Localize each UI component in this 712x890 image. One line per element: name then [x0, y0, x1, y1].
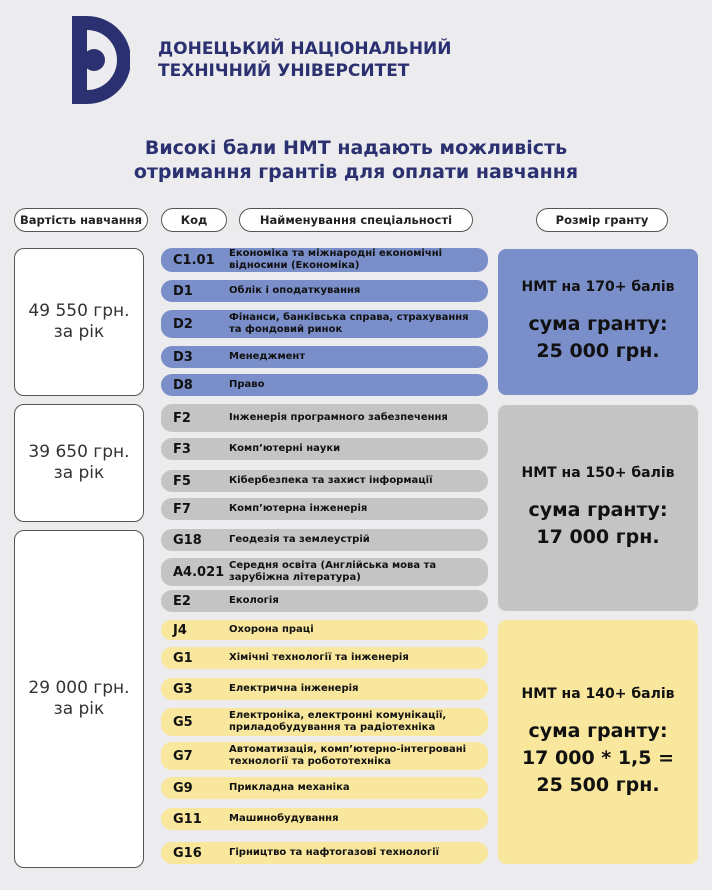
specialty-name: Екологія: [229, 595, 279, 606]
specialty-code: G7: [173, 748, 193, 764]
specialty-name: Машинобудування: [229, 813, 339, 824]
specialty-code: A4.021: [173, 564, 225, 580]
grant-box-group-2: [498, 405, 698, 611]
cost-period: за рік: [53, 463, 105, 483]
specialty-name: Геодезія та землеустрій: [229, 534, 370, 545]
column-header-grant: Розмір гранту: [536, 208, 668, 232]
specialty-name: Прикладна механіка: [229, 782, 350, 793]
specialty-code: D1: [173, 283, 193, 299]
specialty-name: Економіка та міжнародні економічні відносини (Економіка): [229, 248, 443, 271]
specialty-name: Комп’ютерна інженерія: [229, 503, 368, 514]
specialty-row: [161, 647, 488, 669]
specialty-code: G18: [173, 532, 202, 548]
specialty-row: [161, 558, 488, 586]
column-header-cost: Вартість навчання: [14, 208, 148, 232]
specialty-row: [161, 590, 488, 612]
grant-amount-label: сума гранту:: [528, 719, 668, 742]
specialty-name: Хімічні технології та інженерія: [229, 652, 409, 663]
specialty-code: G9: [173, 780, 193, 796]
grant-box-group-3: [498, 620, 698, 864]
specialty-code: D3: [173, 349, 193, 365]
specialty-row: [161, 438, 488, 460]
grant-amount-label: сума гранту:: [528, 313, 668, 335]
specialty-row: [161, 708, 488, 736]
specialty-code: D8: [173, 377, 193, 393]
headline-line1: Високі бали НМТ надають можливість: [144, 137, 568, 159]
specialty-name: Облік і оподаткування: [229, 285, 361, 296]
cost-box-group-3: [14, 530, 144, 868]
specialty-name: Середня освіта (Англійська мова та зарубіжна література): [229, 560, 437, 583]
specialty-row: [161, 742, 488, 770]
cost-amount: 29 000 грн.: [28, 678, 130, 698]
specialty-name: Кібербезпека та захист інформації: [229, 475, 433, 486]
grant-amount: 25 000 грн.: [536, 340, 660, 362]
page-headline: [40, 136, 672, 184]
specialty-row: [161, 529, 488, 551]
grant-box-group-1: [498, 249, 698, 395]
specialty-code: F7: [173, 501, 191, 517]
university-name-line1: ДОНЕЦЬКИЙ НАЦІОНАЛЬНИЙ: [158, 39, 452, 59]
specialty-code: G1: [173, 650, 193, 666]
specialty-row: [161, 620, 488, 640]
specialty-row: [161, 498, 488, 520]
specialty-code: G16: [173, 845, 202, 861]
specialty-row: [161, 404, 488, 432]
specialty-row: [161, 470, 488, 492]
cost-box-group-1: [14, 248, 144, 396]
specialty-name: Право: [229, 379, 265, 390]
specialty-code: G3: [173, 681, 193, 697]
specialty-code: F5: [173, 473, 191, 489]
specialty-code: G11: [173, 811, 202, 827]
specialty-code: F2: [173, 410, 191, 426]
specialty-row: [161, 842, 488, 864]
specialty-name: Фінанси, банківська справа, страхування та фондовий ринок: [229, 312, 469, 335]
cost-period: за рік: [53, 322, 105, 342]
grant-amount: 17 000 грн.: [536, 526, 660, 548]
specialty-row: [161, 808, 488, 830]
specialty-row: [161, 777, 488, 799]
column-header-code: Код: [161, 208, 227, 232]
specialty-code: E2: [173, 593, 191, 609]
specialty-row: [161, 346, 488, 368]
specialty-row: [161, 310, 488, 338]
specialty-row: [161, 280, 488, 302]
specialty-code: D2: [173, 316, 193, 332]
specialty-row: [161, 248, 488, 272]
cost-box-group-2: [14, 404, 144, 522]
specialty-code: C1.01: [173, 252, 215, 268]
specialty-name: Гірництво та нафтогазові технології: [229, 847, 440, 858]
column-header-name: Найменування спеціальності: [239, 208, 473, 232]
grant-threshold: НМТ на 150+ балів: [521, 465, 675, 481]
specialty-name: Електроніка, електронні комунікації, приладобудування та радіотехніка: [229, 710, 447, 733]
specialty-name: Менеджмент: [229, 351, 306, 362]
dntu-logo-d-icon: [70, 14, 130, 106]
cost-amount: 39 650 грн.: [28, 442, 130, 462]
headline-line2: отримання грантів для оплати навчання: [133, 161, 579, 183]
specialty-code: G5: [173, 714, 193, 730]
grant-formula: 17 000 * 1,5 =: [521, 746, 675, 769]
specialty-name: Охорона праці: [229, 624, 314, 635]
specialty-code: F3: [173, 441, 191, 457]
specialty-name: Автоматизація, комп’ютерно-інтегровані технології та робототехніка: [229, 744, 467, 767]
grant-amount-label: сума гранту:: [528, 499, 668, 521]
university-name: [158, 38, 518, 82]
cost-amount: 49 550 грн.: [28, 301, 130, 321]
grant-threshold: НМТ на 140+ балів: [521, 685, 675, 702]
grant-threshold: НМТ на 170+ балів: [521, 279, 675, 295]
specialty-name: Інженерія програмного забезпечення: [229, 412, 448, 423]
university-name-line2: ТЕХНІЧНИЙ УНІВЕРСИТЕТ: [158, 61, 410, 81]
specialty-name: Електрична інженерія: [229, 683, 359, 694]
cost-period: за рік: [53, 699, 105, 719]
specialty-name: Комп’ютерні науки: [229, 443, 341, 454]
specialty-row: [161, 374, 488, 396]
specialty-code: J4: [173, 622, 187, 638]
specialty-row: [161, 678, 488, 700]
grant-amount: 25 500 грн.: [536, 773, 660, 796]
